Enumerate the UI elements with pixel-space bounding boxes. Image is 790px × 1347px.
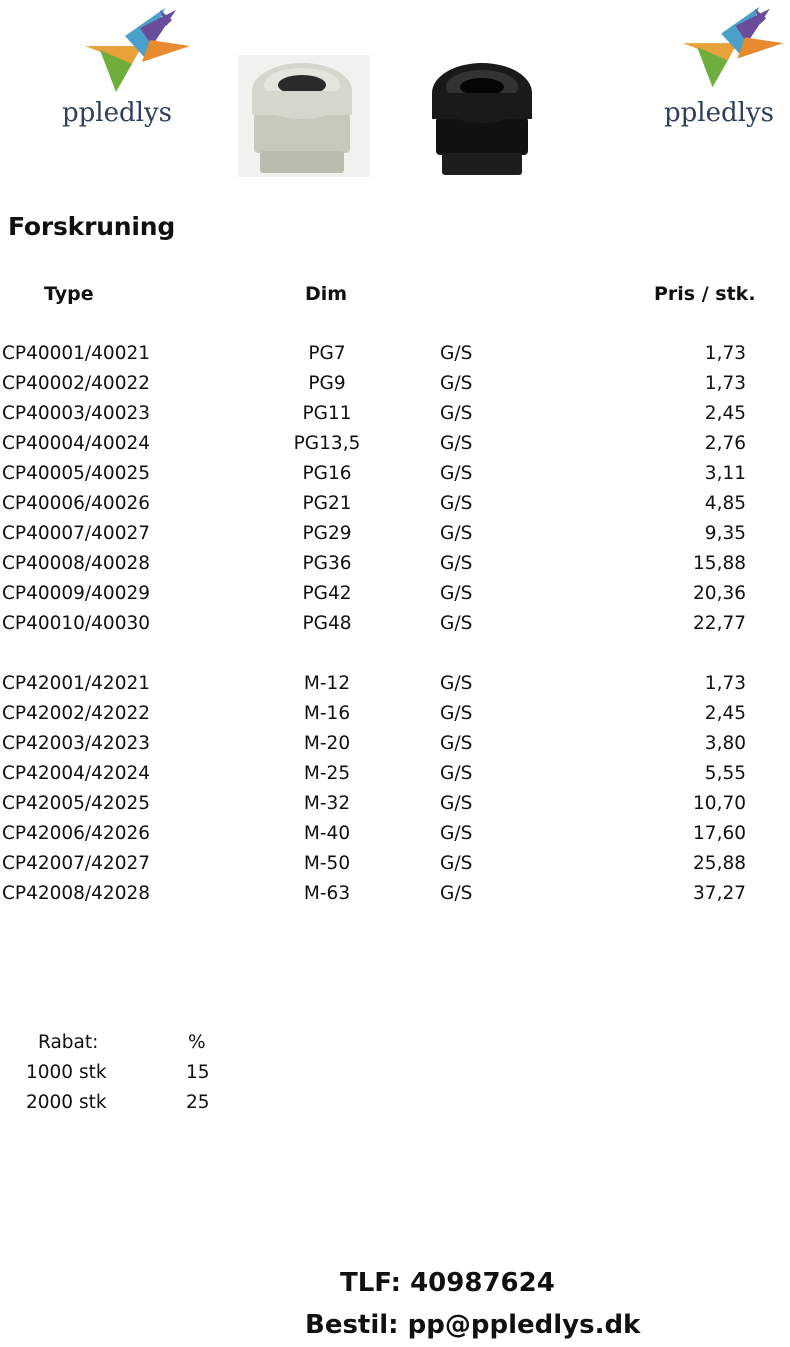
unit-price: 5,55 [704,763,746,784]
unit-price: 2,76 [704,433,746,454]
color-code: G/S [440,373,473,394]
discount-unit: % [188,1032,206,1053]
column-header-dim: Dim [305,283,348,305]
price-table-pg [2,339,782,639]
color-code: G/S [440,853,473,874]
discount-tier-qty: 2000 stk [26,1092,107,1113]
unit-price: 20,36 [693,583,746,604]
table-row [2,669,782,699]
product-type: CP40010/40030 [2,613,151,634]
table-row [2,399,782,429]
table-row [2,849,782,879]
dimension: M-32 [303,793,351,814]
table-row [2,729,782,759]
dimension: PG21 [302,493,352,514]
arrow-burst-icon [678,2,790,92]
product-type: CP40005/40025 [2,463,151,484]
product-type: CP40008/40028 [2,553,151,574]
product-type: CP40003/40023 [2,403,151,424]
dimension: M-63 [303,883,351,904]
table-row [2,369,782,399]
product-type: CP40009/40029 [2,583,151,604]
dimension: M-25 [303,763,351,784]
table-row [2,879,782,909]
color-code: G/S [440,553,473,574]
table-row [2,609,782,639]
product-type: CP42005/42025 [2,793,151,814]
color-code: G/S [440,403,473,424]
color-code: G/S [440,463,473,484]
table-row [2,699,782,729]
product-type: CP42006/42026 [2,823,151,844]
product-type: CP42007/42027 [2,853,151,874]
brand-name-right: ppledlys [664,98,774,128]
table-row [2,429,782,459]
arrow-burst-icon [80,6,200,94]
dimension: M-20 [303,733,351,754]
color-code: G/S [440,493,473,514]
brand-logo-left [62,6,202,131]
brand-logo-right [660,2,790,132]
unit-price: 37,27 [693,883,746,904]
product-type: CP40006/40026 [2,493,151,514]
black-gland-image [422,55,542,180]
unit-price: 2,45 [704,703,746,724]
discount-tier-pct: 25 [186,1092,210,1113]
unit-price: 4,85 [704,493,746,514]
table-row [2,549,782,579]
unit-price: 1,73 [704,373,746,394]
color-code: G/S [440,823,473,844]
grey-gland-image [238,55,370,177]
color-code: G/S [440,733,473,754]
unit-price: 17,60 [693,823,746,844]
color-code: G/S [440,793,473,814]
table-row [2,819,782,849]
contact-phone: TLF: 40987624 [340,1268,555,1298]
product-type: CP40004/40024 [2,433,151,454]
dimension: PG13,5 [293,433,361,454]
unit-price: 2,45 [704,403,746,424]
dimension: PG11 [302,403,352,424]
dimension: PG29 [302,523,352,544]
price-table-metric [2,669,782,909]
product-type: CP40001/40021 [2,343,151,364]
unit-price: 15,88 [693,553,746,574]
discount-tier-pct: 15 [186,1062,210,1083]
unit-price: 1,73 [704,343,746,364]
product-type: CP42003/42023 [2,733,151,754]
color-code: G/S [440,673,473,694]
unit-price: 3,80 [704,733,746,754]
product-type: CP42008/42028 [2,883,151,904]
table-row [2,459,782,489]
color-code: G/S [440,763,473,784]
discount-tier-qty: 1000 stk [26,1062,107,1083]
dimension: M-40 [303,823,351,844]
color-code: G/S [440,883,473,904]
unit-price: 1,73 [704,673,746,694]
unit-price: 3,11 [704,463,746,484]
product-type: CP42004/42024 [2,763,151,784]
dimension: M-16 [303,703,351,724]
table-row [2,789,782,819]
unit-price: 9,35 [704,523,746,544]
dimension: PG42 [302,583,352,604]
product-type: CP42001/42021 [2,673,151,694]
color-code: G/S [440,583,473,604]
table-row [2,519,782,549]
table-row [2,759,782,789]
discount-label: Rabat: [38,1032,99,1053]
product-type: CP40007/40027 [2,523,151,544]
column-header-price: Pris / stk. [654,283,756,305]
unit-price: 25,88 [693,853,746,874]
color-code: G/S [440,433,473,454]
table-row [2,339,782,369]
color-code: G/S [440,523,473,544]
unit-price: 10,70 [693,793,746,814]
dimension: PG48 [302,613,352,634]
dimension: PG16 [302,463,352,484]
dimension: PG7 [308,343,346,364]
color-code: G/S [440,343,473,364]
color-code: G/S [440,613,473,634]
order-email: Bestil: pp@ppledlys.dk [305,1310,641,1340]
color-code: G/S [440,703,473,724]
unit-price: 22,77 [693,613,746,634]
table-row [2,489,782,519]
dimension: M-12 [303,673,351,694]
column-header-type: Type [44,283,94,305]
dimension: PG36 [302,553,352,574]
brand-name-left: ppledlys [62,98,172,128]
dimension: M-50 [303,853,351,874]
table-row [2,579,782,609]
page-title: Forskruning [8,212,176,241]
dimension: PG9 [308,373,346,394]
product-type: CP42002/42022 [2,703,151,724]
product-type: CP40002/40022 [2,373,151,394]
